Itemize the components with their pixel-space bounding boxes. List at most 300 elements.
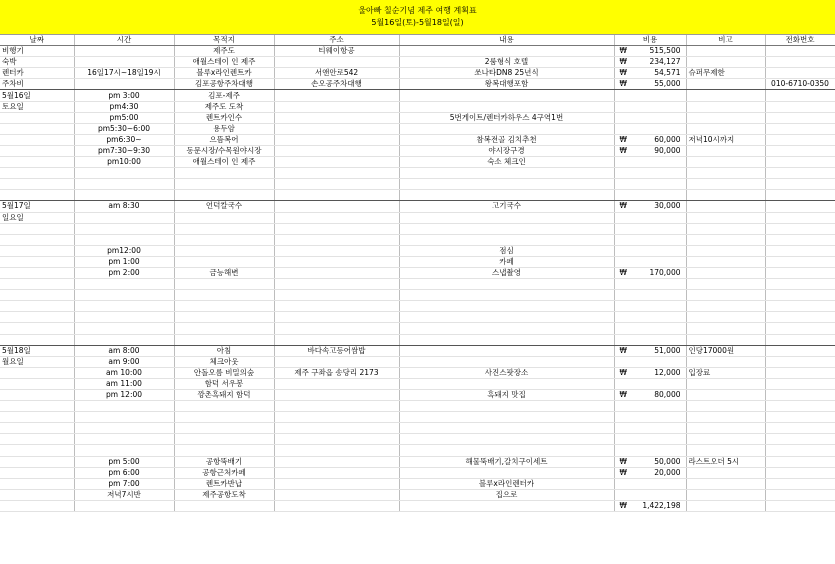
time-cell[interactable]: pm 5:00 xyxy=(74,456,174,467)
note-cell[interactable] xyxy=(686,223,765,234)
destination-cell[interactable] xyxy=(174,256,274,267)
note-cell[interactable] xyxy=(686,500,765,511)
col-header-note[interactable]: 비고 xyxy=(686,35,765,46)
cost-cell[interactable] xyxy=(614,245,686,256)
date-cell[interactable]: 숙박 xyxy=(0,57,74,68)
cost-cell[interactable] xyxy=(614,367,686,378)
phone-cell[interactable] xyxy=(765,57,835,68)
time-cell[interactable] xyxy=(74,334,174,345)
cost-cell[interactable] xyxy=(614,279,686,290)
destination-cell[interactable] xyxy=(174,234,274,245)
time-cell[interactable]: am 9:00 xyxy=(74,356,174,367)
destination-cell[interactable] xyxy=(174,290,274,301)
address-cell[interactable] xyxy=(274,57,399,68)
content-cell[interactable]: 집으로 xyxy=(399,489,614,500)
col-header-destination[interactable]: 목적지 xyxy=(174,35,274,46)
date-cell[interactable]: 주차비 xyxy=(0,79,74,90)
destination-cell[interactable]: 으뜸복어 xyxy=(174,134,274,145)
time-cell[interactable] xyxy=(74,46,174,57)
content-cell[interactable]: 야시장구경 xyxy=(399,145,614,156)
phone-cell[interactable] xyxy=(765,68,835,79)
destination-cell[interactable]: 렌트카반납 xyxy=(174,478,274,489)
content-cell[interactable] xyxy=(399,168,614,179)
cost-cell[interactable] xyxy=(614,423,686,434)
cost-cell[interactable] xyxy=(614,301,686,312)
address-cell[interactable] xyxy=(274,290,399,301)
cost-cell[interactable] xyxy=(614,256,686,267)
destination-cell[interactable] xyxy=(174,412,274,423)
destination-cell[interactable] xyxy=(174,312,274,323)
date-cell[interactable] xyxy=(0,489,74,500)
date-cell[interactable] xyxy=(0,334,74,345)
time-cell[interactable] xyxy=(74,190,174,201)
cost-cell[interactable] xyxy=(614,456,686,467)
phone-cell[interactable] xyxy=(765,223,835,234)
col-header-time[interactable]: 시간 xyxy=(74,35,174,46)
date-cell[interactable] xyxy=(0,134,74,145)
note-cell[interactable] xyxy=(686,356,765,367)
note-cell[interactable] xyxy=(686,245,765,256)
phone-cell[interactable] xyxy=(765,90,835,101)
time-cell[interactable] xyxy=(74,279,174,290)
time-cell[interactable] xyxy=(74,445,174,456)
note-cell[interactable]: 저녁10시까지 xyxy=(686,134,765,145)
content-cell[interactable] xyxy=(399,46,614,57)
content-cell[interactable]: 왕복대행포함 xyxy=(399,79,614,90)
phone-cell[interactable] xyxy=(765,201,835,212)
date-cell[interactable] xyxy=(0,301,74,312)
date-cell[interactable] xyxy=(0,323,74,334)
note-cell[interactable] xyxy=(686,46,765,57)
destination-cell[interactable]: 함덕 서우봉 xyxy=(174,378,274,389)
cost-cell[interactable] xyxy=(614,312,686,323)
phone-cell[interactable] xyxy=(765,367,835,378)
note-cell[interactable] xyxy=(686,79,765,90)
content-cell[interactable]: 블루x라인렌터카 xyxy=(399,478,614,489)
destination-cell[interactable]: 공항뚝배기 xyxy=(174,456,274,467)
phone-cell[interactable] xyxy=(765,290,835,301)
destination-cell[interactable] xyxy=(174,190,274,201)
date-cell[interactable]: 일요일 xyxy=(0,212,74,223)
content-cell[interactable]: 점심 xyxy=(399,245,614,256)
content-cell[interactable] xyxy=(399,279,614,290)
cost-cell[interactable] xyxy=(614,500,686,511)
cost-cell[interactable] xyxy=(614,323,686,334)
content-cell[interactable] xyxy=(399,500,614,511)
destination-cell[interactable] xyxy=(174,223,274,234)
time-cell[interactable]: pm 12:00 xyxy=(74,390,174,401)
date-cell[interactable] xyxy=(0,434,74,445)
cost-cell[interactable] xyxy=(614,467,686,478)
time-cell[interactable] xyxy=(74,168,174,179)
cost-cell[interactable] xyxy=(614,212,686,223)
cost-cell[interactable] xyxy=(614,57,686,68)
cost-cell[interactable] xyxy=(614,46,686,57)
address-cell[interactable] xyxy=(274,157,399,168)
destination-cell[interactable]: 체크아웃 xyxy=(174,356,274,367)
content-cell[interactable] xyxy=(399,334,614,345)
address-cell[interactable] xyxy=(274,412,399,423)
time-cell[interactable] xyxy=(74,223,174,234)
cost-cell[interactable] xyxy=(614,434,686,445)
date-cell[interactable] xyxy=(0,423,74,434)
date-cell[interactable]: 5월18일 xyxy=(0,345,74,356)
note-cell[interactable] xyxy=(686,334,765,345)
phone-cell[interactable] xyxy=(765,401,835,412)
time-cell[interactable] xyxy=(74,423,174,434)
date-cell[interactable] xyxy=(0,412,74,423)
phone-cell[interactable] xyxy=(765,378,835,389)
destination-cell[interactable] xyxy=(174,168,274,179)
time-cell[interactable]: pm6:30~ xyxy=(74,134,174,145)
phone-cell[interactable] xyxy=(765,179,835,190)
destination-cell[interactable]: 깡촌흑돼지 함덕 xyxy=(174,390,274,401)
destination-cell[interactable] xyxy=(174,179,274,190)
phone-cell[interactable]: 010-6710-0350 xyxy=(765,79,835,90)
content-cell[interactable]: 쏘나타DN8 25년식 xyxy=(399,68,614,79)
content-cell[interactable] xyxy=(399,401,614,412)
content-cell[interactable] xyxy=(399,212,614,223)
address-cell[interactable] xyxy=(274,212,399,223)
phone-cell[interactable] xyxy=(765,478,835,489)
note-cell[interactable] xyxy=(686,312,765,323)
phone-cell[interactable] xyxy=(765,312,835,323)
cost-cell[interactable] xyxy=(614,390,686,401)
address-cell[interactable] xyxy=(274,168,399,179)
content-cell[interactable] xyxy=(399,467,614,478)
time-cell[interactable] xyxy=(74,301,174,312)
time-cell[interactable] xyxy=(74,179,174,190)
phone-cell[interactable] xyxy=(765,190,835,201)
note-cell[interactable]: 입장료 xyxy=(686,367,765,378)
date-cell[interactable]: 비행기 xyxy=(0,46,74,57)
address-cell[interactable] xyxy=(274,245,399,256)
cost-cell[interactable] xyxy=(614,134,686,145)
content-cell[interactable] xyxy=(399,423,614,434)
phone-cell[interactable] xyxy=(765,46,835,57)
date-cell[interactable] xyxy=(0,378,74,389)
cost-cell[interactable] xyxy=(614,112,686,123)
time-cell[interactable]: 16일17시~18일19시 xyxy=(74,68,174,79)
content-cell[interactable] xyxy=(399,190,614,201)
address-cell[interactable] xyxy=(274,134,399,145)
phone-cell[interactable] xyxy=(765,334,835,345)
time-cell[interactable]: pm4:30 xyxy=(74,101,174,112)
phone-cell[interactable] xyxy=(765,390,835,401)
time-cell[interactable]: am 11:00 xyxy=(74,378,174,389)
destination-cell[interactable]: 제주공항도착 xyxy=(174,489,274,500)
content-cell[interactable]: 스냅촬영 xyxy=(399,267,614,278)
content-cell[interactable] xyxy=(399,445,614,456)
destination-cell[interactable] xyxy=(174,423,274,434)
col-header-address[interactable]: 주소 xyxy=(274,35,399,46)
date-cell[interactable] xyxy=(0,279,74,290)
date-cell[interactable] xyxy=(0,112,74,123)
cost-cell[interactable] xyxy=(614,90,686,101)
phone-cell[interactable] xyxy=(765,112,835,123)
address-cell[interactable] xyxy=(274,101,399,112)
note-cell[interactable] xyxy=(686,323,765,334)
destination-cell[interactable]: 금능해변 xyxy=(174,267,274,278)
destination-cell[interactable] xyxy=(174,334,274,345)
col-header-content[interactable]: 내용 xyxy=(399,35,614,46)
content-cell[interactable]: 참복전골 김치추천 xyxy=(399,134,614,145)
address-cell[interactable] xyxy=(274,390,399,401)
address-cell[interactable] xyxy=(274,123,399,134)
cost-cell[interactable] xyxy=(614,345,686,356)
time-cell[interactable] xyxy=(74,212,174,223)
destination-cell[interactable]: 제주도 xyxy=(174,46,274,57)
content-cell[interactable] xyxy=(399,345,614,356)
note-cell[interactable]: 인당17000원 xyxy=(686,345,765,356)
address-cell[interactable] xyxy=(274,234,399,245)
date-cell[interactable] xyxy=(0,500,74,511)
col-header-date[interactable]: 날짜 xyxy=(0,35,74,46)
phone-cell[interactable] xyxy=(765,423,835,434)
cost-cell[interactable] xyxy=(614,489,686,500)
address-cell[interactable] xyxy=(274,90,399,101)
time-cell[interactable] xyxy=(74,57,174,68)
content-cell[interactable] xyxy=(399,412,614,423)
cost-cell[interactable] xyxy=(614,123,686,134)
content-cell[interactable] xyxy=(399,101,614,112)
phone-cell[interactable] xyxy=(765,212,835,223)
content-cell[interactable]: 5번게이트/렌터카하우스 4구역1번 xyxy=(399,112,614,123)
note-cell[interactable] xyxy=(686,145,765,156)
cost-cell[interactable] xyxy=(614,223,686,234)
phone-cell[interactable] xyxy=(765,256,835,267)
date-cell[interactable] xyxy=(0,256,74,267)
phone-cell[interactable] xyxy=(765,101,835,112)
note-cell[interactable] xyxy=(686,112,765,123)
address-cell[interactable] xyxy=(274,356,399,367)
col-header-cost[interactable]: 비용 xyxy=(614,35,686,46)
address-cell[interactable] xyxy=(274,267,399,278)
time-cell[interactable]: am 10:00 xyxy=(74,367,174,378)
time-cell[interactable] xyxy=(74,290,174,301)
date-cell[interactable] xyxy=(0,445,74,456)
address-cell[interactable] xyxy=(274,301,399,312)
note-cell[interactable] xyxy=(686,101,765,112)
note-cell[interactable] xyxy=(686,478,765,489)
destination-cell[interactable] xyxy=(174,445,274,456)
time-cell[interactable]: pm12:00 xyxy=(74,245,174,256)
time-cell[interactable]: 저녁7시반 xyxy=(74,489,174,500)
cost-cell[interactable] xyxy=(614,201,686,212)
cost-cell[interactable] xyxy=(614,445,686,456)
date-cell[interactable]: 5월16일 xyxy=(0,90,74,101)
phone-cell[interactable] xyxy=(765,500,835,511)
date-cell[interactable]: 월요일 xyxy=(0,356,74,367)
address-cell[interactable] xyxy=(274,423,399,434)
note-cell[interactable] xyxy=(686,234,765,245)
content-cell[interactable] xyxy=(399,90,614,101)
note-cell[interactable] xyxy=(686,445,765,456)
content-cell[interactable]: 카페 xyxy=(399,256,614,267)
cost-cell[interactable] xyxy=(614,157,686,168)
phone-cell[interactable] xyxy=(765,157,835,168)
cost-cell[interactable] xyxy=(614,101,686,112)
col-header-phone[interactable]: 전화번호 xyxy=(765,35,835,46)
note-cell[interactable] xyxy=(686,256,765,267)
note-cell[interactable] xyxy=(686,190,765,201)
time-cell[interactable] xyxy=(74,323,174,334)
time-cell[interactable] xyxy=(74,434,174,445)
destination-cell[interactable]: 렌트카인수 xyxy=(174,112,274,123)
phone-cell[interactable] xyxy=(765,434,835,445)
date-cell[interactable]: 5월17일 xyxy=(0,201,74,212)
destination-cell[interactable] xyxy=(174,401,274,412)
phone-cell[interactable] xyxy=(765,145,835,156)
note-cell[interactable] xyxy=(686,412,765,423)
destination-cell[interactable] xyxy=(174,323,274,334)
address-cell[interactable] xyxy=(274,201,399,212)
address-cell[interactable] xyxy=(274,378,399,389)
address-cell[interactable] xyxy=(274,500,399,511)
address-cell[interactable] xyxy=(274,478,399,489)
phone-cell[interactable] xyxy=(765,323,835,334)
note-cell[interactable] xyxy=(686,157,765,168)
date-cell[interactable] xyxy=(0,145,74,156)
date-cell[interactable] xyxy=(0,190,74,201)
address-cell[interactable] xyxy=(274,112,399,123)
phone-cell[interactable] xyxy=(765,445,835,456)
cost-cell[interactable] xyxy=(614,79,686,90)
cost-cell[interactable] xyxy=(614,478,686,489)
content-cell[interactable]: 사진스팟장소 xyxy=(399,367,614,378)
date-cell[interactable] xyxy=(0,179,74,190)
address-cell[interactable] xyxy=(274,445,399,456)
phone-cell[interactable] xyxy=(765,279,835,290)
note-cell[interactable] xyxy=(686,179,765,190)
time-cell[interactable]: pm7:30~9:30 xyxy=(74,145,174,156)
phone-cell[interactable] xyxy=(765,267,835,278)
content-cell[interactable] xyxy=(399,179,614,190)
date-cell[interactable] xyxy=(0,456,74,467)
date-cell[interactable] xyxy=(0,478,74,489)
address-cell[interactable] xyxy=(274,401,399,412)
time-cell[interactable]: pm 2:00 xyxy=(74,267,174,278)
time-cell[interactable] xyxy=(74,412,174,423)
note-cell[interactable]: 라스트오더 5시 xyxy=(686,456,765,467)
date-cell[interactable] xyxy=(0,223,74,234)
note-cell[interactable] xyxy=(686,212,765,223)
note-cell[interactable] xyxy=(686,267,765,278)
cost-cell[interactable] xyxy=(614,356,686,367)
note-cell[interactable] xyxy=(686,434,765,445)
time-cell[interactable] xyxy=(74,500,174,511)
note-cell[interactable] xyxy=(686,378,765,389)
date-cell[interactable] xyxy=(0,168,74,179)
time-cell[interactable]: pm 6:00 xyxy=(74,467,174,478)
content-cell[interactable] xyxy=(399,323,614,334)
phone-cell[interactable] xyxy=(765,134,835,145)
note-cell[interactable]: 슈퍼무제한 xyxy=(686,68,765,79)
note-cell[interactable] xyxy=(686,279,765,290)
cost-cell[interactable] xyxy=(614,401,686,412)
address-cell[interactable] xyxy=(274,223,399,234)
phone-cell[interactable] xyxy=(765,489,835,500)
destination-cell[interactable]: 블루x라인렌트카 xyxy=(174,68,274,79)
cost-cell[interactable] xyxy=(614,290,686,301)
phone-cell[interactable] xyxy=(765,345,835,356)
content-cell[interactable]: 해물뚝배기,갈치구이세트 xyxy=(399,456,614,467)
destination-cell[interactable] xyxy=(174,279,274,290)
time-cell[interactable]: pm10:00 xyxy=(74,157,174,168)
destination-cell[interactable]: 애월스테이 인 제주 xyxy=(174,57,274,68)
time-cell[interactable]: pm5:30~6:00 xyxy=(74,123,174,134)
date-cell[interactable] xyxy=(0,234,74,245)
address-cell[interactable]: 제주 구좌읍 송당리 2173 xyxy=(274,367,399,378)
note-cell[interactable] xyxy=(686,423,765,434)
time-cell[interactable] xyxy=(74,312,174,323)
cost-cell[interactable] xyxy=(614,412,686,423)
cost-cell[interactable] xyxy=(614,168,686,179)
date-cell[interactable]: 토요일 xyxy=(0,101,74,112)
phone-cell[interactable] xyxy=(765,456,835,467)
note-cell[interactable] xyxy=(686,168,765,179)
time-cell[interactable]: pm 3:00 xyxy=(74,90,174,101)
destination-cell[interactable]: 아침 xyxy=(174,345,274,356)
time-cell[interactable]: am 8:00 xyxy=(74,345,174,356)
phone-cell[interactable] xyxy=(765,168,835,179)
address-cell[interactable] xyxy=(274,334,399,345)
address-cell[interactable] xyxy=(274,179,399,190)
address-cell[interactable] xyxy=(274,489,399,500)
note-cell[interactable] xyxy=(686,201,765,212)
phone-cell[interactable] xyxy=(765,123,835,134)
date-cell[interactable] xyxy=(0,290,74,301)
cost-cell[interactable] xyxy=(614,378,686,389)
address-cell[interactable] xyxy=(274,279,399,290)
content-cell[interactable] xyxy=(399,356,614,367)
cost-cell[interactable] xyxy=(614,190,686,201)
note-cell[interactable] xyxy=(686,57,765,68)
date-cell[interactable] xyxy=(0,245,74,256)
address-cell[interactable] xyxy=(274,434,399,445)
destination-cell[interactable]: 애월스테이 인 제주 xyxy=(174,157,274,168)
content-cell[interactable] xyxy=(399,312,614,323)
date-cell[interactable] xyxy=(0,390,74,401)
phone-cell[interactable] xyxy=(765,234,835,245)
destination-cell[interactable]: 제주도 도착 xyxy=(174,101,274,112)
destination-cell[interactable]: 김포-제주 xyxy=(174,90,274,101)
time-cell[interactable] xyxy=(74,79,174,90)
phone-cell[interactable] xyxy=(765,412,835,423)
content-cell[interactable] xyxy=(399,301,614,312)
date-cell[interactable] xyxy=(0,401,74,412)
address-cell[interactable] xyxy=(274,256,399,267)
note-cell[interactable] xyxy=(686,401,765,412)
destination-cell[interactable]: 공항근처카페 xyxy=(174,467,274,478)
time-cell[interactable]: am 8:30 xyxy=(74,201,174,212)
cost-cell[interactable] xyxy=(614,68,686,79)
destination-cell[interactable] xyxy=(174,245,274,256)
time-cell[interactable]: pm 1:00 xyxy=(74,256,174,267)
destination-cell[interactable] xyxy=(174,212,274,223)
note-cell[interactable] xyxy=(686,489,765,500)
address-cell[interactable] xyxy=(274,323,399,334)
cost-cell[interactable] xyxy=(614,145,686,156)
content-cell[interactable] xyxy=(399,123,614,134)
date-cell[interactable] xyxy=(0,312,74,323)
address-cell[interactable]: 티웨이항공 xyxy=(274,46,399,57)
content-cell[interactable]: 숙소 체크인 xyxy=(399,157,614,168)
cost-cell[interactable] xyxy=(614,179,686,190)
address-cell[interactable] xyxy=(274,312,399,323)
note-cell[interactable] xyxy=(686,290,765,301)
cost-cell[interactable] xyxy=(614,267,686,278)
